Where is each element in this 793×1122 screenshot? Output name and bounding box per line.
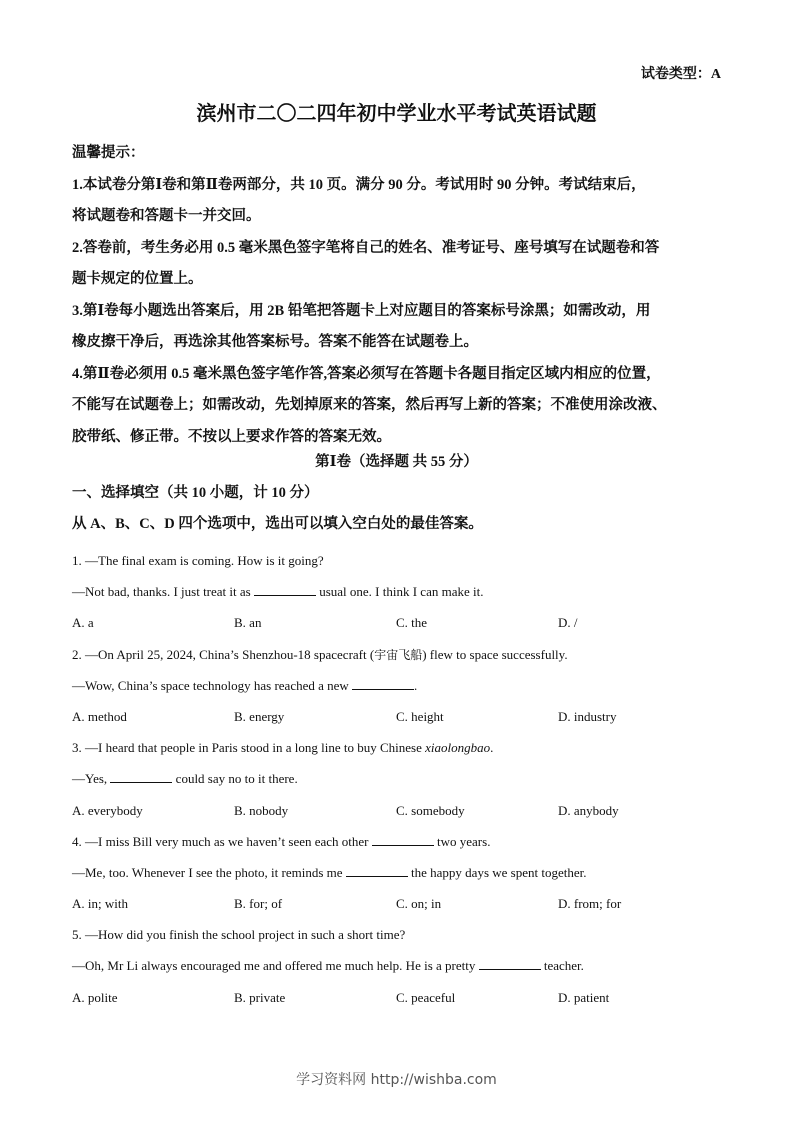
answer-blank — [254, 583, 316, 596]
question-3-response — [72, 763, 722, 794]
option-d: D. / — [558, 615, 578, 631]
question-5-prompt: 5. —How did you finish the school project in such a short time? — [72, 927, 406, 943]
tips-heading: 温馨提示： — [72, 145, 145, 161]
questions-list — [72, 545, 722, 1013]
question-3-prompt — [72, 732, 722, 763]
footer-watermark: 学习资料网 http://wishba.com — [296, 1072, 497, 1088]
question-1-options — [72, 607, 722, 638]
tip-line: 1.本试卷分第Ⅰ卷和第Ⅱ卷两部分，共 10 页。满分 90 分。考试用时 90 分钟。考试结束后， — [72, 176, 646, 193]
instruction-text: 从 A、B、C、D 四个选项中，选出可以填入空白处的最佳答案。 — [72, 516, 483, 532]
answer-blank — [372, 833, 434, 846]
option-d: D. patient — [558, 989, 610, 1005]
option-d: D. from; for — [558, 896, 622, 912]
question-1-response — [72, 576, 722, 607]
tip-line: 4.第Ⅱ卷必须用 0.5 毫米黑色签字笔作答,答案必须写在答题卡各题目指定区域内相应的位置， — [72, 365, 661, 382]
exam-title: 滨州市二〇二四年初中学业水平考试英语试题 — [196, 103, 597, 125]
answer-blank — [352, 677, 414, 690]
tip-line: 3.第Ⅰ卷每小题选出答案后，用 2B 铅笔把答题卡上对应题目的答案标号涂黑；如需改动，用 — [72, 302, 651, 319]
option-c: C. peaceful — [396, 989, 456, 1005]
tip-line: 胶带纸、修正带。不按以上要求作答的答案无效。 — [72, 428, 391, 445]
question-2-options — [72, 701, 722, 732]
response-text: the happy days we spent together. — [407, 864, 587, 880]
option-c: C. the — [396, 615, 428, 631]
prompt-text: 2. —On April 25, 2024, China’s Shenzhou-18 spacecraft ( — [72, 646, 375, 662]
answer-blank — [110, 770, 172, 783]
response-text: . — [414, 677, 418, 693]
response-text: —Oh, Mr Li always encouraged me and offered me much help. He is a pretty — [72, 958, 479, 974]
option-a: A. method — [72, 708, 127, 724]
response-text: could say no to it there. — [172, 771, 298, 787]
response-text: usual one. I think I can make it. — [315, 584, 484, 600]
question-4-prompt — [72, 826, 722, 857]
option-b: B. private — [234, 989, 286, 1005]
question-4-response — [72, 857, 722, 888]
prompt-text: two years. — [433, 833, 491, 849]
option-b: B. nobody — [234, 802, 289, 818]
tip-line: 题卡规定的位置上。 — [72, 271, 203, 287]
option-b: B. an — [234, 615, 262, 631]
tip-line: 将试题卷和答题卡一并交回。 — [72, 208, 261, 224]
paper-type-label: 试卷类型：A — [640, 67, 721, 82]
italic-term: xiaolongbao — [425, 740, 491, 756]
option-d: D. industry — [558, 708, 617, 724]
question-2-prompt — [72, 639, 722, 670]
response-text: —Yes, — [72, 771, 111, 787]
option-d: D. anybody — [558, 802, 619, 818]
chinese-gloss: 宇宙飞船 — [374, 647, 423, 662]
question-1-prompt: 1. —The final exam is coming. How is it going? — [72, 553, 324, 568]
question-5-options — [72, 982, 722, 1013]
prompt-text: 4. —I miss Bill very much as we haven’t seen each other — [72, 833, 372, 849]
prompt-text: ) flew to space successfully. — [422, 646, 568, 662]
prompt-text: 3. —I heard that people in Paris stood in a long line to buy Chinese — [72, 740, 426, 756]
option-a: A. polite — [72, 989, 118, 1005]
answer-blank — [479, 957, 541, 970]
tip-line: 不能写在试题卷上；如需改动，先划掉原来的答案，然后再写上新的答案；不准使用涂改液、 — [72, 397, 667, 413]
option-b: B. for; of — [234, 896, 283, 912]
section-heading: 第Ⅰ卷（选择题 共 55 分） — [315, 454, 478, 470]
option-c: C. height — [396, 708, 444, 724]
option-b: B. energy — [234, 708, 285, 724]
part-title: 一、选择填空（共 10 小题，计 10 分） — [72, 485, 319, 501]
tip-line: 2.答卷前，考生务必用 0.5 毫米黑色签字笔将自己的姓名、准考证号、座号填写在试题卷和答 — [72, 239, 660, 256]
question-3-options — [72, 795, 722, 826]
option-a: A. in; with — [72, 896, 128, 912]
tips-block — [72, 138, 722, 453]
answer-blank — [346, 864, 408, 877]
option-c: C. somebody — [396, 802, 465, 818]
response-text: —Not bad, thanks. I just treat it as — [72, 584, 254, 600]
question-2-response — [72, 670, 722, 701]
tip-line: 橡皮擦干净后，再选涂其他答案标号。答案不能答在试题卷上。 — [72, 334, 478, 350]
option-a: A. everybody — [72, 802, 143, 818]
option-a: A. a — [72, 615, 94, 631]
response-text: —Wow, China’s space technology has reached a new — [72, 677, 353, 693]
response-text: —Me, too. Whenever I see the photo, it reminds me — [72, 864, 346, 880]
response-text: teacher. — [540, 958, 584, 974]
question-5-response — [72, 950, 722, 981]
prompt-text: . — [490, 740, 494, 756]
question-4-options — [72, 888, 722, 919]
option-c: C. on; in — [396, 896, 442, 912]
